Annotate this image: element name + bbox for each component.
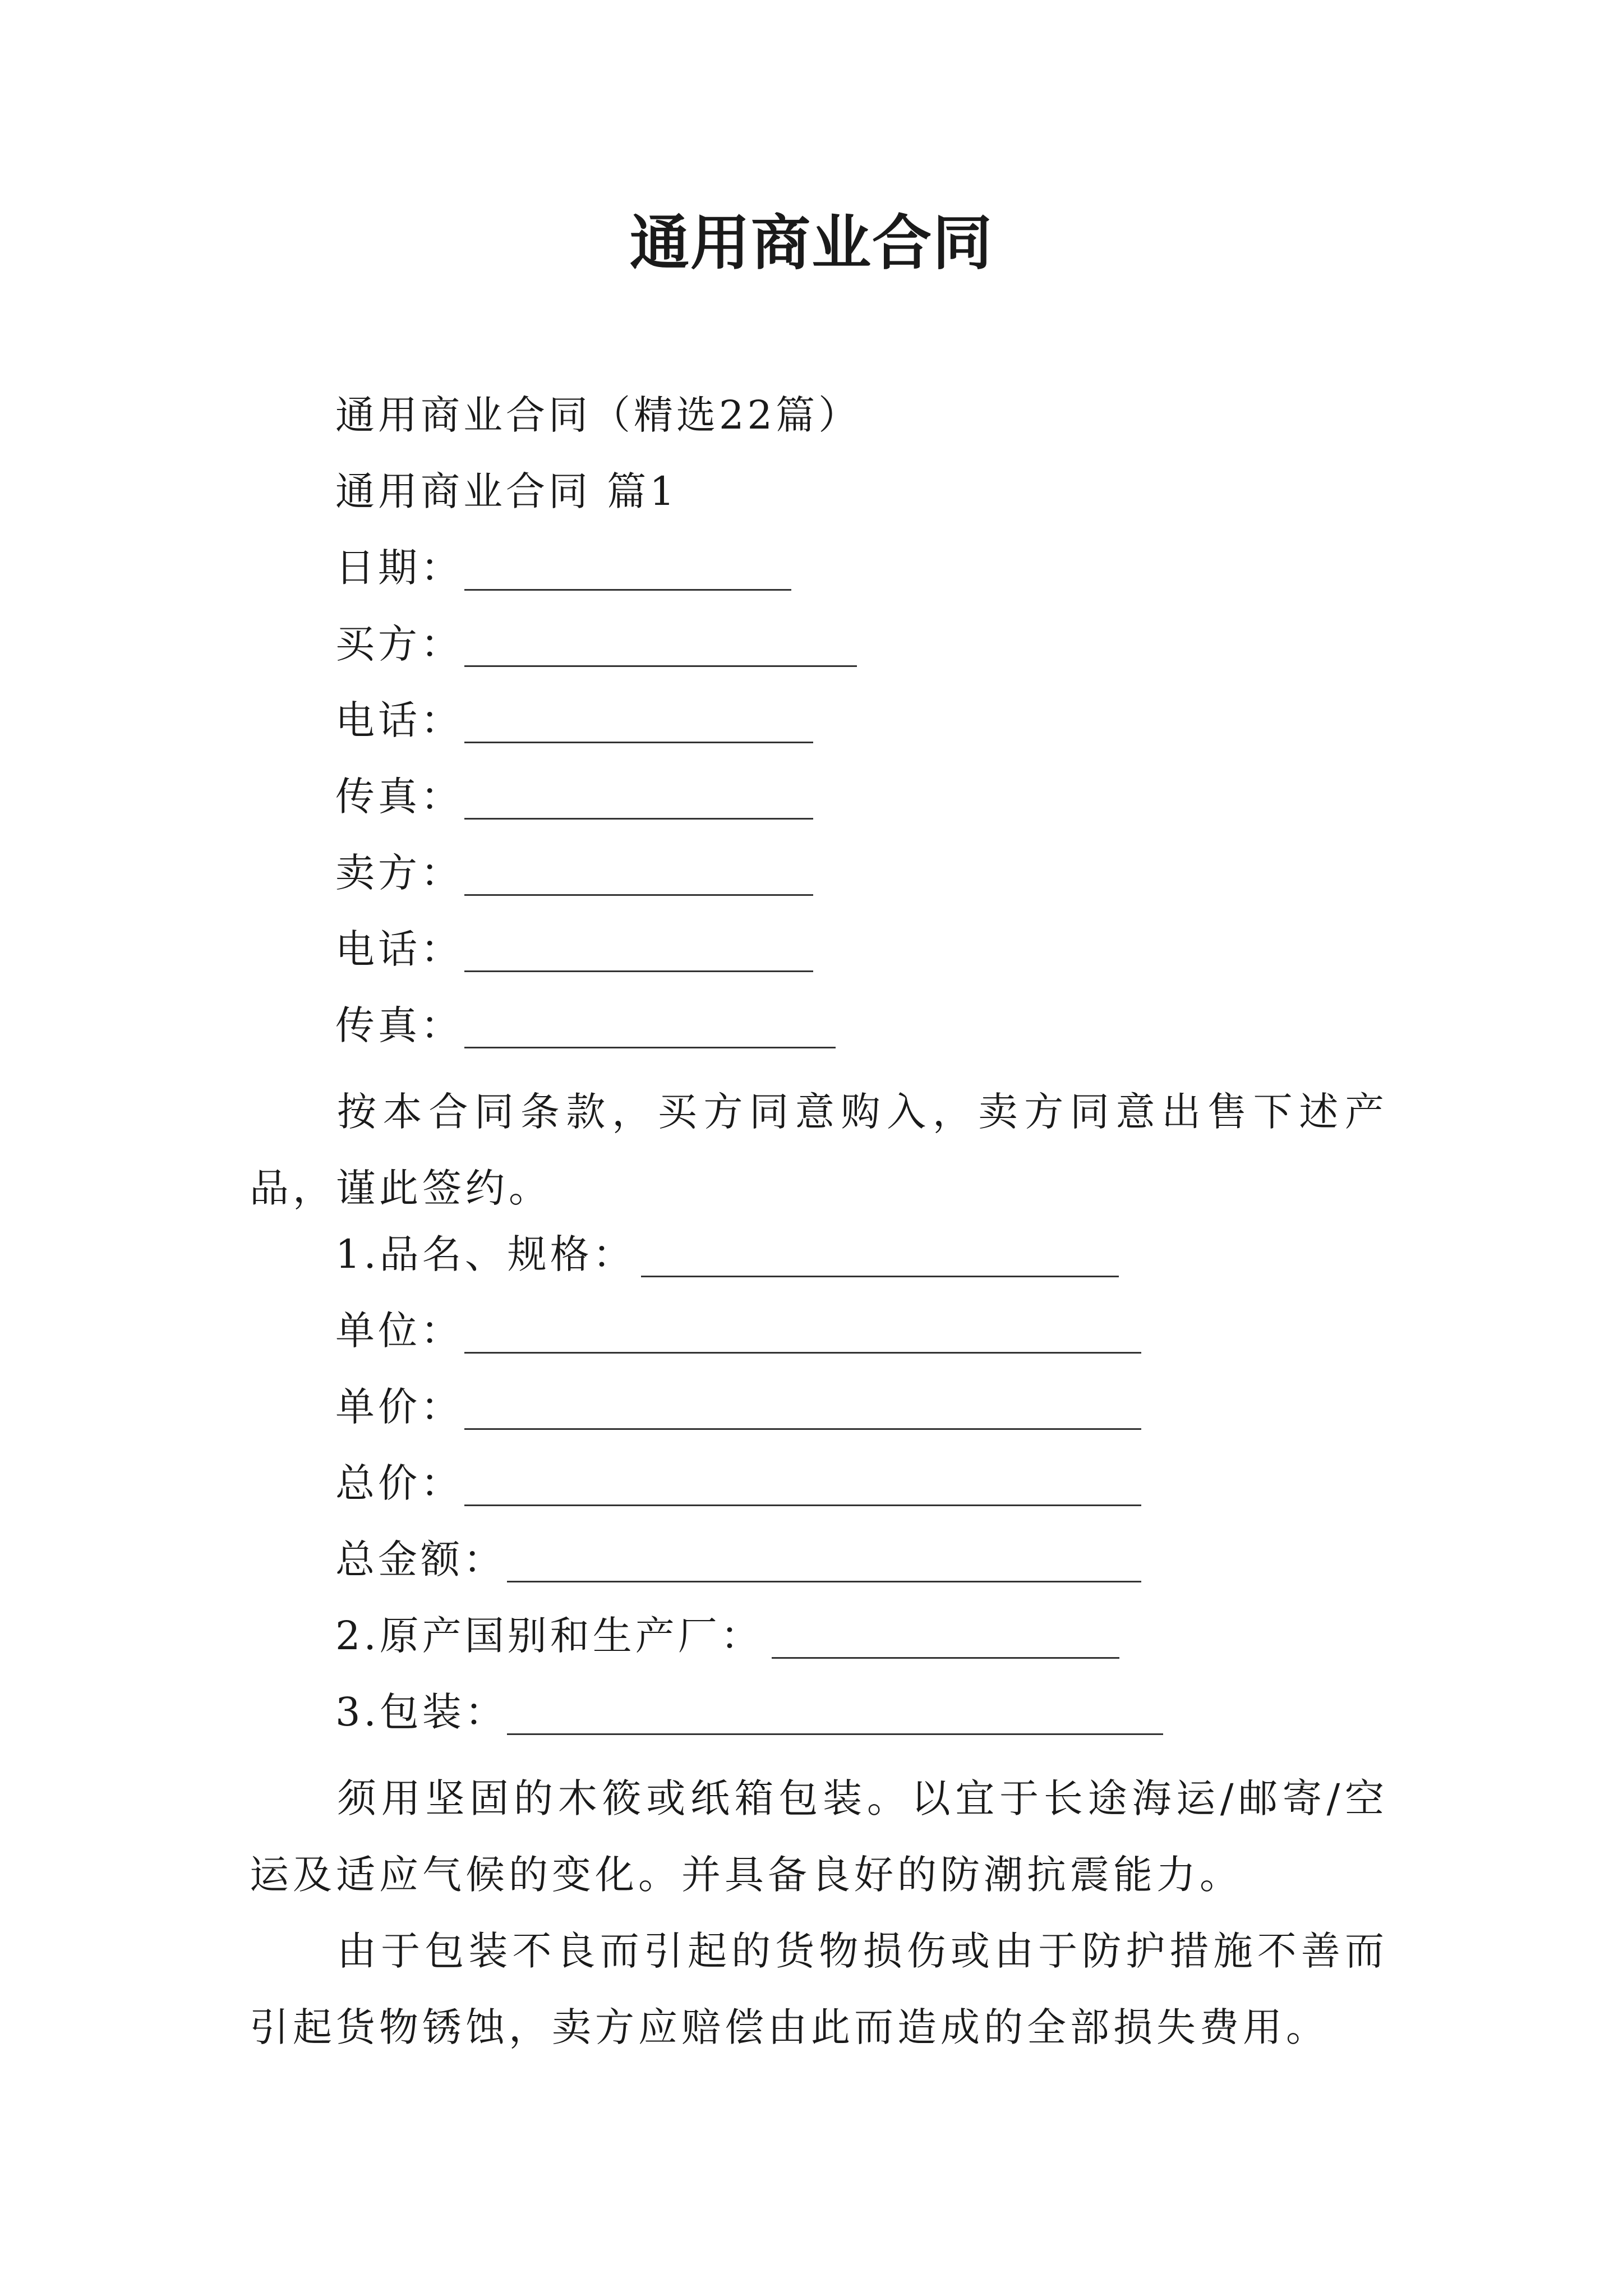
buyer-fax-blank-line <box>464 818 813 820</box>
packaging-label: 3.包装： <box>335 1689 508 1735</box>
seller-blank-line <box>464 894 813 896</box>
total-amount-blank-line <box>507 1581 1141 1582</box>
buyer-phone-label: 电话： <box>335 697 463 743</box>
damage-paragraph: 由于包装不良而引起的货物损伤或由于防护措施不善而引起货物锈蚀，卖方应赔偿由此而造成的全部损失费用。 <box>250 1928 1388 2050</box>
total-price-blank-line <box>464 1504 1141 1506</box>
intro-paragraph: 按本合同条款，买方同意购入，卖方同意出售下述产品，谨此签约。 <box>250 1089 1388 1211</box>
total-amount-label: 总金额： <box>335 1536 506 1582</box>
origin-manufacturer-blank-line <box>772 1657 1119 1659</box>
packaging-blank-line <box>507 1733 1163 1735</box>
document-title: 通用商业合同 <box>630 208 993 278</box>
unit-label: 单位： <box>335 1308 463 1354</box>
buyer-phone-blank-line <box>464 742 813 743</box>
buyer-label: 买方： <box>335 621 463 667</box>
seller-fax-label: 传真： <box>335 1002 463 1048</box>
packaging-paragraph: 须用坚固的木筱或纸箱包装。以宜于长途海运/邮寄/空运及适应气候的变化。并具备良好的防潮抗震能力。 <box>250 1775 1388 1898</box>
seller-phone-label: 电话： <box>335 926 463 972</box>
seller-fax-blank-line <box>464 1047 836 1048</box>
buyer-fax-label: 传真： <box>335 774 463 820</box>
buyer-blank-line <box>464 665 857 667</box>
seller-phone-blank-line <box>464 970 813 972</box>
unit-price-blank-line <box>464 1428 1141 1430</box>
unit-blank-line <box>464 1352 1141 1354</box>
document-subtitle: 通用商业合同（精选22篇） <box>335 392 861 438</box>
origin-manufacturer-label: 2.原产国别和生产厂： <box>335 1613 763 1659</box>
section-heading: 通用商业合同 篇1 <box>335 468 678 514</box>
date-label: 日期： <box>335 545 463 591</box>
seller-label: 卖方： <box>335 850 463 896</box>
date-blank-line <box>464 589 791 591</box>
product-name-blank-line <box>641 1276 1119 1277</box>
product-name-label: 1.品名、规格： <box>335 1231 635 1277</box>
unit-price-label: 单价： <box>335 1384 463 1430</box>
total-price-label: 总价： <box>335 1460 463 1506</box>
